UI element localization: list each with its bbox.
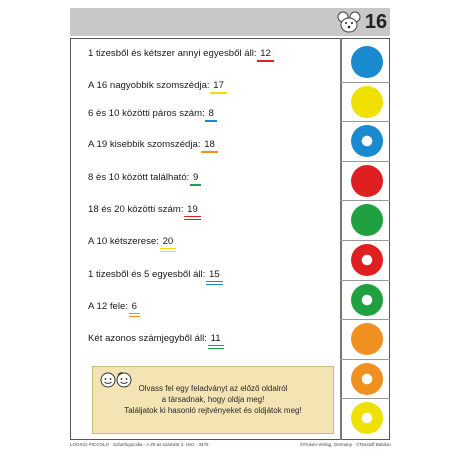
color-dot bbox=[351, 46, 383, 78]
column-divider bbox=[340, 38, 342, 440]
answer-underline bbox=[184, 216, 201, 218]
cell-divider bbox=[340, 398, 390, 399]
color-ring bbox=[351, 244, 383, 276]
task-text: A 12 fele: bbox=[88, 301, 131, 312]
answer-underline bbox=[160, 251, 177, 253]
color-dot bbox=[351, 165, 383, 197]
color-dot bbox=[351, 323, 383, 355]
answer-underline bbox=[160, 248, 177, 250]
answer-underline bbox=[208, 348, 224, 350]
note-line-1: Olvass fel egy feladványt az előző oldalról bbox=[138, 384, 288, 393]
task-text: A 19 kisebbik szomszédja: bbox=[88, 139, 204, 150]
task-text: 1 tizesből és 5 egyesből áll: bbox=[88, 269, 208, 280]
page-number: 16 bbox=[364, 11, 388, 33]
task-text: A 10 kétszerese: bbox=[88, 236, 162, 247]
note-line-3: Találjatok ki hasonló rejtvényeket és oldjátok meg! bbox=[124, 406, 302, 415]
task-row bbox=[88, 80, 225, 91]
task-text: 6 és 10 közötti páros szám: bbox=[88, 108, 208, 119]
task-answer bbox=[162, 236, 175, 247]
task-text: A 16 nagyobbik szomszédja: bbox=[88, 80, 213, 91]
answer-underline bbox=[190, 184, 201, 187]
task-row bbox=[88, 108, 215, 119]
footer-right: ©Finken-Verlag, Germany · ©Tessloff Babilon bbox=[300, 442, 391, 447]
answer-underline bbox=[184, 219, 201, 221]
cell-divider bbox=[340, 280, 390, 281]
answer-underline bbox=[210, 92, 227, 95]
task-row bbox=[88, 301, 138, 312]
task-row bbox=[88, 269, 221, 280]
task-answer bbox=[259, 48, 272, 59]
task-answer bbox=[212, 80, 225, 91]
answer-number: 12 bbox=[260, 48, 271, 59]
cell-divider bbox=[340, 200, 390, 201]
note-text bbox=[93, 383, 333, 416]
task-text: 1 tizesből és kétszer annyi egyesből áll: bbox=[88, 48, 260, 59]
task-row bbox=[88, 139, 216, 150]
color-ring bbox=[351, 363, 383, 395]
answer-underline bbox=[129, 313, 140, 315]
footer-left: LOGICO PICCOLO · Számfogócska · A 20-as számkör 2. rész · 3476 bbox=[70, 442, 209, 447]
answer-number: 20 bbox=[162, 236, 174, 247]
task-answer bbox=[203, 139, 216, 150]
mouse-icon bbox=[336, 10, 362, 34]
instruction-note bbox=[92, 366, 334, 434]
cell-divider bbox=[340, 319, 390, 320]
task-row bbox=[88, 333, 222, 344]
task-answer bbox=[131, 301, 138, 312]
note-line-2: a társadnak, hogy oldja meg! bbox=[161, 395, 265, 404]
task-answer bbox=[208, 269, 221, 280]
answer-number: 18 bbox=[204, 139, 215, 150]
answer-underline bbox=[208, 345, 224, 347]
color-ring bbox=[351, 284, 383, 316]
cell-divider bbox=[340, 240, 390, 241]
cell-divider bbox=[340, 161, 390, 162]
task-answer bbox=[186, 204, 199, 215]
answer-underline bbox=[206, 284, 223, 286]
color-ring bbox=[351, 125, 383, 157]
task-row bbox=[88, 172, 199, 183]
answer-number: 19 bbox=[187, 204, 198, 215]
color-dot bbox=[351, 86, 383, 118]
task-answer bbox=[207, 108, 214, 119]
answer-underline bbox=[201, 151, 218, 154]
cell-divider bbox=[340, 82, 390, 83]
cell-divider bbox=[340, 359, 390, 360]
task-text: 8 és 10 között található: bbox=[88, 172, 192, 183]
answer-underline bbox=[257, 60, 274, 63]
answer-number: 11 bbox=[210, 333, 221, 344]
answer-number: 15 bbox=[209, 269, 220, 280]
task-text: Két azonos számjegyből áll: bbox=[88, 333, 210, 344]
answer-underline bbox=[205, 120, 216, 123]
task-answer bbox=[210, 333, 222, 344]
task-row bbox=[88, 204, 199, 215]
answer-number: 6 bbox=[131, 301, 138, 312]
cell-divider bbox=[340, 121, 390, 122]
task-row bbox=[88, 236, 174, 247]
task-text: 18 és 20 közötti szám: bbox=[88, 204, 187, 215]
answer-number: 9 bbox=[193, 172, 199, 183]
answer-number: 17 bbox=[213, 80, 224, 91]
answer-underline bbox=[206, 281, 223, 283]
answer-underline bbox=[129, 316, 140, 318]
task-row bbox=[88, 48, 272, 59]
answer-number: 8 bbox=[208, 108, 214, 119]
task-answer bbox=[192, 172, 199, 183]
